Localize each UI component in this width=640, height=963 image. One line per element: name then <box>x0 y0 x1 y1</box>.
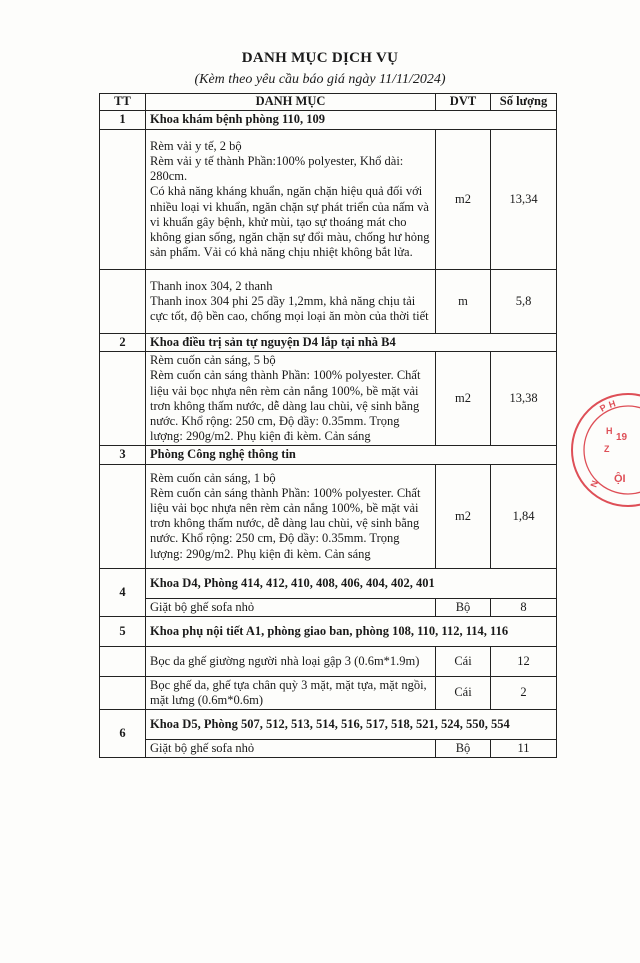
item-quantity: 1,84 <box>491 464 557 568</box>
item-quantity: 12 <box>491 646 557 676</box>
item-title: Rèm cuốn cản sáng, 5 bộ <box>150 353 276 368</box>
group-number: 1 <box>100 111 146 130</box>
group-name: Khoa điều trị sản tự nguyện D4 lắp tại nhà B4 <box>146 334 557 352</box>
group-number: 6 <box>100 710 146 758</box>
item-quantity: 13,34 <box>491 130 557 270</box>
item-spec: Rèm cuốn cản sáng thành Phần: 100% polyester. Chất liệu vải bọc nhựa nên rèm cản nắng 100%, bề mặt vải trơn không thấm nước, dễ dàng lau chùi, vệ sinh bằng nước. Khổ rộng: 250 cm, Độ dầy: 0.35mm. Trọng lượng: 290g/m2. Phụ kiện đi kèm. Cản sáng <box>150 368 421 444</box>
header-tt: TT <box>100 94 146 111</box>
group-name: Khoa khám bệnh phòng 110, 109 <box>146 111 557 130</box>
item-description <box>146 646 436 676</box>
header-category: DANH MỤC <box>146 94 436 111</box>
stamp-letter: H <box>607 398 617 410</box>
empty-cell <box>100 464 146 568</box>
item-spec: Có khả năng kháng khuẩn, ngăn chặn hiệu quả đối với nhiều loại vi khuẩn, ngăn chặn sự phát triển của nấm và vi khuẩn gây bệnh, khử mùi, tạo sự thoáng mát cho không gian sống, ngăn chặn sự đổi màu, chống hư hỏng sản phẩm. Vải có khả năng chịu nhiệt không bắt lửa. <box>150 184 430 260</box>
group-name: Phòng Công nghệ thông tin <box>146 446 557 464</box>
empty-cell <box>100 130 146 270</box>
item-title: Giặt bộ ghế sofa nhỏ <box>150 599 255 614</box>
item-title: Rèm cuốn cản sáng, 1 bộ <box>150 470 276 485</box>
empty-cell <box>100 676 146 709</box>
stamp-glyph: ỘI <box>614 473 626 485</box>
stamp-letter: P <box>598 402 609 414</box>
group-number: 2 <box>100 334 146 352</box>
item-row <box>100 270 557 334</box>
item-quantity: 2 <box>491 676 557 709</box>
item-spec: Rèm vải y tế thành Phần:100% polyester, Khổ dài: 280cm. <box>150 153 404 184</box>
item-row <box>100 464 557 568</box>
item-description <box>146 270 436 334</box>
group-name: Khoa D4, Phòng 414, 412, 410, 408, 406, 404, 402, 401 <box>146 568 557 598</box>
group-row <box>100 616 557 646</box>
group-number: 5 <box>100 616 146 646</box>
stamp-glyph: 19 <box>616 432 628 443</box>
item-unit: Bộ <box>436 740 491 758</box>
group-row <box>100 334 557 352</box>
empty-cell <box>100 270 146 334</box>
header-unit: DVT <box>436 94 491 111</box>
service-table <box>99 93 557 758</box>
stamp-letter: H <box>606 426 613 436</box>
item-quantity: 8 <box>491 598 557 616</box>
item-row <box>100 740 557 758</box>
item-row <box>100 352 557 446</box>
item-row <box>100 598 557 616</box>
item-unit: m <box>436 270 491 334</box>
item-spec: Rèm cuốn cản sáng thành Phần: 100% polyester. Chất liệu vải bọc nhựa nên rèm cản nắng 100%, bề mặt vải trơn không thấm nước, dễ dàng lau chùi, vệ sinh bằng nước. Khổ rộng: 250 cm, Độ dầy: 0.35mm. Trọng lượng: 290g/m2. Phụ kiện đi kèm. Cản sáng <box>150 485 421 561</box>
header-quantity: Số lượng <box>491 94 557 111</box>
item-description <box>146 352 436 446</box>
item-spec: Thanh inox 304 phi 25 dầy 1,2mm, khả năng chịu tải cực tốt, độ bền cao, chống mọi loại ăn mòn của thời tiết <box>150 293 429 324</box>
item-quantity: 5,8 <box>491 270 557 334</box>
empty-cell <box>100 352 146 446</box>
red-seal-stamp <box>566 390 640 510</box>
group-row <box>100 710 557 740</box>
empty-cell <box>100 646 146 676</box>
item-title: Bọc da ghế giường người nhà loại gập 3 (0.6m*1.9m) <box>150 653 420 668</box>
item-description <box>146 130 436 270</box>
group-number: 3 <box>100 446 146 464</box>
document-title: DANH MỤC DỊCH VỤ <box>241 50 399 66</box>
item-row <box>100 130 557 270</box>
item-quantity: 11 <box>491 740 557 758</box>
item-title: Rèm vải y tế, 2 bộ <box>150 138 242 153</box>
group-row <box>100 446 557 464</box>
item-title: Giặt bộ ghế sofa nhỏ <box>150 741 255 756</box>
item-unit: m2 <box>436 352 491 446</box>
table-header-row <box>100 94 557 111</box>
item-unit: Bộ <box>436 598 491 616</box>
group-row <box>100 568 557 598</box>
group-number: 4 <box>100 568 146 616</box>
document-subtitle: (Kèm theo yêu cầu báo giá ngày 11/11/2024) <box>194 72 446 87</box>
item-unit: m2 <box>436 130 491 270</box>
item-description <box>146 676 436 709</box>
item-unit: m2 <box>436 464 491 568</box>
item-unit: Cái <box>436 676 491 709</box>
item-quantity: 13,38 <box>491 352 557 446</box>
item-row <box>100 676 557 709</box>
item-description <box>146 464 436 568</box>
item-title: Thanh inox 304, 2 thanh <box>150 278 273 293</box>
item-description <box>146 598 436 616</box>
group-name: Khoa phụ nội tiết A1, phòng giao ban, phòng 108, 110, 112, 114, 116 <box>146 616 557 646</box>
item-unit: Cái <box>436 646 491 676</box>
item-row <box>100 646 557 676</box>
stamp-letter: N <box>588 479 601 489</box>
stamp-letter: Z <box>604 444 610 454</box>
group-row <box>100 111 557 130</box>
item-description <box>146 740 436 758</box>
item-title: Bọc ghế da, ghế tựa chân quỳ 3 mặt, mặt tựa, mặt ngồi, mặt lưng (0.6m*0.6m) <box>150 677 427 708</box>
group-name: Khoa D5, Phòng 507, 512, 513, 514, 516, 517, 518, 521, 524, 550, 554 <box>146 710 557 740</box>
